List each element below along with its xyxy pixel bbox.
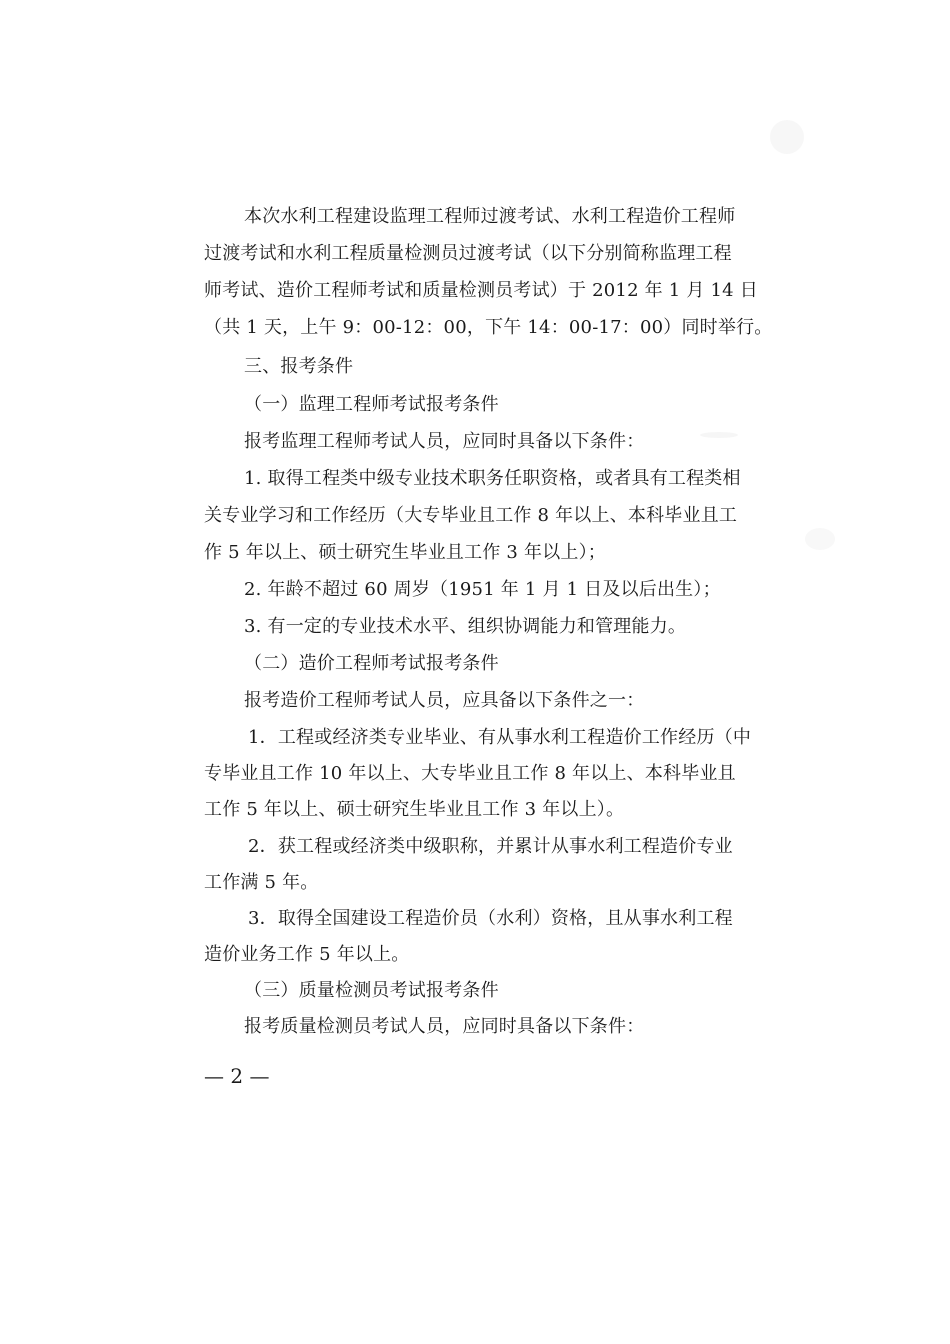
list-item-line: 1. 取得工程类中级专业技术职务任职资格，或者具有工程类相 <box>244 468 741 489</box>
paragraph-line: （共 1 天，上午 9：00-12：00，下午 14：00-17：00）同时举行。 <box>204 317 773 338</box>
section-heading: 三、报考条件 <box>244 356 354 377</box>
list-item-line: 工作满 5 年。 <box>204 872 319 893</box>
list-item-line: 造价业务工作 5 年以上。 <box>204 944 410 965</box>
list-item-line: 关专业学习和工作经历（大专毕业且工作 8 年以上、本科毕业且工 <box>204 505 738 526</box>
list-item-line: 3. 有一定的专业技术水平、组织协调能力和管理能力。 <box>244 616 687 637</box>
page-number: — 2 — <box>204 1064 270 1088</box>
subsection-heading: （二）造价工程师考试报考条件 <box>244 653 499 674</box>
list-item-line: 1．工程或经济类专业毕业、有从事水利工程造价工作经历（中 <box>248 727 752 748</box>
paragraph-line: 本次水利工程建设监理工程师过渡考试、水利工程造价工程师 <box>244 206 736 227</box>
paragraph-line: 报考监理工程师考试人员，应同时具备以下条件： <box>244 431 645 452</box>
scan-speck <box>770 120 804 154</box>
scan-speck <box>805 528 835 550</box>
subsection-heading: （一）监理工程师考试报考条件 <box>244 394 499 415</box>
scan-speck <box>700 432 738 438</box>
paragraph-line: 师考试、造价工程师考试和质量检测员考试）于 2012 年 1 月 14 日 <box>204 280 758 301</box>
list-item-line: 专毕业且工作 10 年以上、大专毕业且工作 8 年以上、本科毕业且 <box>204 763 736 784</box>
list-item-line: 作 5 年以上、硕士研究生毕业且工作 3 年以上）； <box>204 542 606 563</box>
paragraph-line: 报考质量检测员考试人员，应同时具备以下条件： <box>244 1016 645 1037</box>
list-item-line: 2. 年龄不超过 60 周岁（1951 年 1 月 1 日及以后出生）； <box>244 579 721 600</box>
subsection-heading: （三）质量检测员考试报考条件 <box>244 980 499 1001</box>
list-item-line: 2．获工程或经济类中级职称，并累计从事水利工程造价专业 <box>248 836 733 857</box>
list-item-line: 3．取得全国建设工程造价员（水利）资格，且从事水利工程 <box>248 908 733 929</box>
list-item-line: 工作 5 年以上、硕士研究生毕业且工作 3 年以上）。 <box>204 799 625 820</box>
paragraph-line: 过渡考试和水利工程质量检测员过渡考试（以下分别简称监理工程 <box>204 243 732 264</box>
paragraph-line: 报考造价工程师考试人员，应具备以下条件之一： <box>244 690 645 711</box>
